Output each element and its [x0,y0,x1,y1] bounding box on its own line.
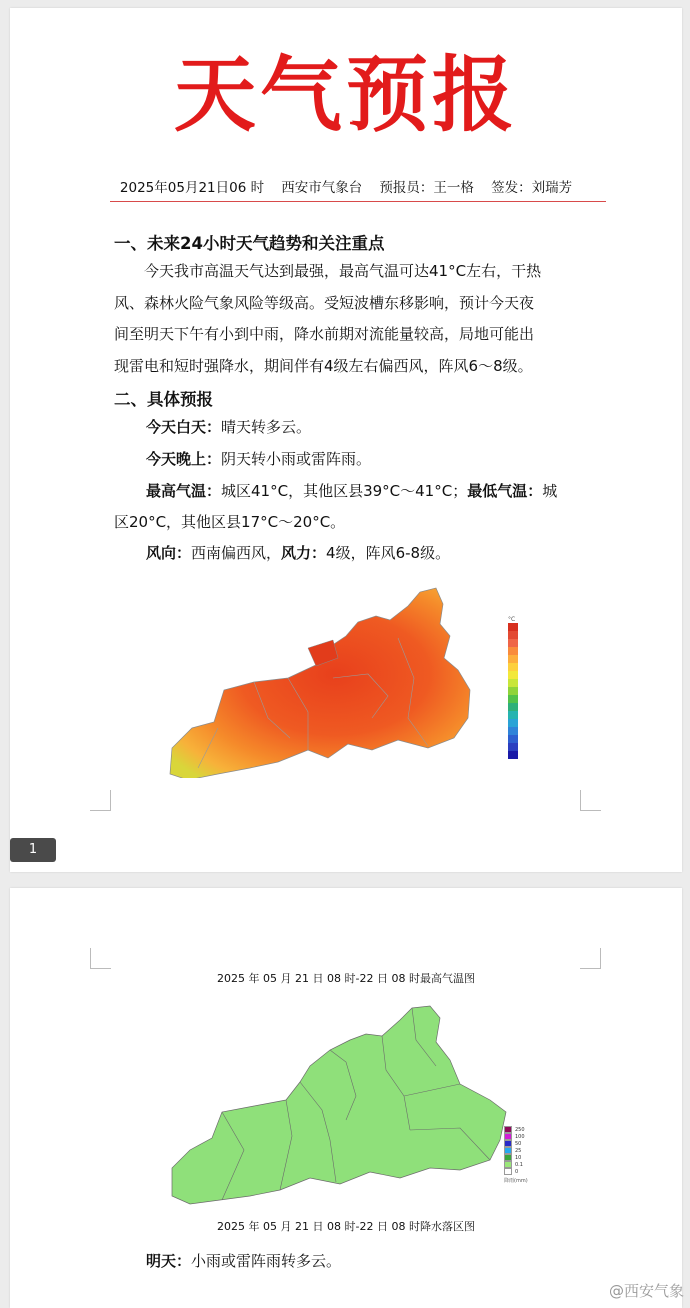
legend-swatch [504,1168,512,1175]
legend-row [504,1161,528,1168]
legend-swatch [508,735,518,743]
legend-row [504,1140,528,1147]
legend-swatch [504,1154,512,1161]
page-number-badge: 1 [10,838,56,862]
crop-mark [580,790,601,811]
legend-swatch [508,623,518,631]
temperature-forecast [114,476,574,507]
crop-mark [90,790,111,811]
crop-mark [90,948,111,969]
legend-swatch [504,1133,512,1140]
legend-swatch [508,639,518,647]
tomorrow-value: 小雨或雷阵雨转多云。 [191,1252,342,1270]
max-temperature-map [158,578,538,778]
legend-value: 250 [515,1126,525,1133]
region-shape [172,1006,506,1204]
min-temp-label: 最低气温： [467,482,543,500]
wind-force-value: 4级，阵风6-8级。 [326,544,451,562]
legend-row [504,1168,528,1175]
precipitation-map [160,1000,530,1210]
wind-force-label: 风力： [281,544,327,562]
legend-row [504,1147,528,1154]
trend-line: 风、森林火险气象风险等级高。受短波槽东移影响，预计今天夜 [114,293,535,312]
document-title: 天气预报 [173,48,518,143]
tonight-forecast [114,444,574,475]
legend-swatch [508,663,518,671]
max-temp-value: 城区41°C，其他区县39°C～41°C； [221,482,468,500]
today-day-forecast [114,412,574,443]
tomorrow-forecast [146,1250,341,1271]
legend-value: 0.1 [515,1161,523,1168]
trend-paragraph [114,256,570,382]
legend-row [504,1126,528,1133]
source-watermark: @西安气象 [608,1282,684,1300]
legend-value: 50 [515,1140,522,1147]
legend-swatch [508,727,518,735]
legend-swatch [508,751,518,759]
legend-scale [508,623,518,759]
legend-swatch [508,647,518,655]
legend-swatch [508,703,518,711]
legend-swatch [508,719,518,727]
trend-line: 今天我市高温天气达到最强，最高气温可达41°C左右，干热 [144,262,542,280]
legend-row [504,1133,528,1140]
issue-meta: 2025年05月21日06 时 西安市气象台 预报员：王一格 签发：刘瑞芳 [119,180,573,196]
legend-swatch [508,743,518,751]
legend-value: 100 [515,1133,525,1140]
min-temp-value: 城 [542,482,558,500]
document-page-1 [10,8,682,872]
max-temp-label: 最高气温： [146,482,222,500]
legend-swatch [508,711,518,719]
tomorrow-label: 明天： [146,1252,192,1270]
trend-line: 现雷电和短时强降水，期间伴有4级左右偏西风，阵风6～8级。 [114,356,533,375]
legend-unit: °C [508,616,516,623]
legend-swatch [508,671,518,679]
legend-row [504,1154,528,1161]
legend-swatch [508,655,518,663]
legend-unit: 降雨(mm) [504,1178,528,1184]
legend-scale [504,1126,528,1175]
temperature-forecast-cont: 区20°C，其他区县17°C～20°C。 [114,513,346,531]
legend-swatch [508,679,518,687]
today-day-value: 晴天转多云。 [221,418,312,436]
precipitation-legend [504,1126,528,1184]
wind-forecast [114,538,574,569]
tonight-value: 阴天转小雨或雷阵雨。 [221,450,372,468]
section-heading-trend: 一、未来24小时天气趋势和关注重点 [114,234,385,253]
wind-dir-label: 风向： [146,544,192,562]
legend-swatch [504,1161,512,1168]
legend-value: 10 [515,1154,522,1161]
crop-mark [580,948,601,969]
legend-swatch [508,631,518,639]
legend-value: 25 [515,1147,522,1154]
title-rule [110,201,606,202]
legend-swatch [504,1147,512,1154]
precip-map-caption: 2025 年 05 月 21 日 08 时-22 日 08 时降水落区图 [217,1220,475,1233]
today-day-label: 今天白天： [146,418,222,436]
wind-dir-value: 西南偏西风， [191,544,282,562]
region-shape [170,588,470,778]
legend-swatch [504,1126,512,1133]
legend-swatch [508,695,518,703]
legend-value: 0 [515,1168,519,1175]
temperature-legend [508,616,518,759]
legend-swatch [504,1140,512,1147]
legend-swatch [508,687,518,695]
section-heading-forecast: 二、具体预报 [114,390,213,409]
trend-line: 间至明天下午有小到中雨，降水前期对流能量较高，局地可能出 [114,325,535,343]
tonight-label: 今天晚上： [146,450,222,468]
max-temp-map-caption: 2025 年 05 月 21 日 08 时-22 日 08 时最高气温图 [217,972,475,985]
